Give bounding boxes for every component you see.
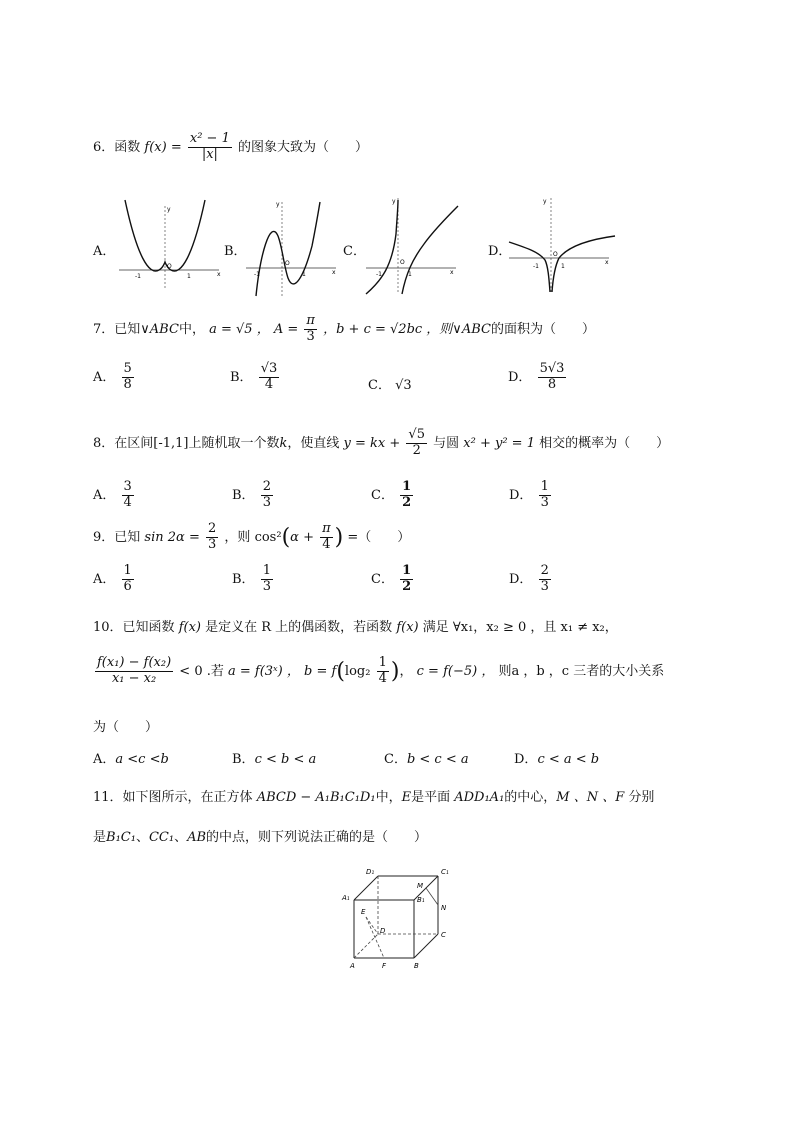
q6-number: 6．函数 <box>93 139 141 155</box>
q6d-origin: O <box>553 251 558 258</box>
q8-option-b[interactable]: B． $\frac{2}{3}$ <box>232 479 271 510</box>
q7-option-c[interactable]: C． √3 <box>368 378 412 393</box>
q6a-origin: O <box>167 263 172 270</box>
q7-option-d[interactable]: D． $\frac{5√3}{8}$ <box>508 361 565 392</box>
question-10-line2: $\frac{\text{f(x₁) − f(x₂)}}{\text{x₁ − x₂}}$ < 0 .若 a = f(3ˣ) ， b = f(log₂ $\frac{1}{4}$ )， c = f(−5) ， 则a ，b ，c 三者的大小关系 <box>97 655 665 686</box>
q6-function: f(x) = <box>144 139 182 155</box>
question-6-stem: 6．函数 f(x) = $\frac{\text{x² − 1}}{|x|}$ 的图象大致为（ ） <box>93 131 369 162</box>
q6c-one: 1 <box>408 271 412 278</box>
q10-option-c[interactable]: C．b < c < a <box>384 752 469 767</box>
cube-label-m: M <box>417 882 424 890</box>
question-10-line3: 为（ ） <box>93 720 159 735</box>
q10-option-d[interactable]: D．c < a < b <box>514 752 600 767</box>
q9-option-d[interactable]: D． $\frac{2}{3}$ <box>509 563 549 594</box>
q6d-y-label: y <box>543 198 547 205</box>
question-11-line2: 是B₁C₁、CC₁、AB的中点，则下列说法正确的是（ ） <box>93 830 428 845</box>
q6-fraction: $\frac{\text{x² − 1}}{|x|}$ <box>189 131 230 162</box>
q6c-x-label: x <box>450 269 454 276</box>
question-8-stem: 8．在区间[-1,1]上随机取一个数k，使直线 y = kx + $\frac{√5}{2}$ 与圆 x² + y² = 1 相交的概率为（ ） <box>93 427 670 458</box>
q6-option-c-label[interactable]: C． <box>343 244 366 259</box>
cube-label-n: N <box>441 904 447 912</box>
q6a-neg1: -1 <box>135 273 141 280</box>
q6-graph-d <box>505 194 617 298</box>
q8-option-d[interactable]: D． $\frac{1}{3}$ <box>509 479 549 510</box>
cube-label-b: B <box>414 962 419 970</box>
q6a-x-label: x <box>217 271 221 278</box>
q9-option-a[interactable]: A． $\frac{1}{6}$ <box>93 563 132 594</box>
cube-label-e: E <box>361 908 366 916</box>
q6c-neg1: -1 <box>376 271 382 278</box>
question-11-line1: 11．如下图所示，在正方体 ABCD − A₁B₁C₁D₁中，E是平面 ADD₁A₁的中心，M 、N 、F 分别 <box>93 790 655 805</box>
q6d-neg1: -1 <box>533 263 539 270</box>
q7-option-a[interactable]: A． $\frac{5}{8}$ <box>93 361 132 392</box>
q8-option-a[interactable]: A． $\frac{3}{4}$ <box>93 479 132 510</box>
q6-graph-c <box>362 194 462 298</box>
q6d-x-label: x <box>605 259 609 266</box>
q8-option-c[interactable]: C． $\frac{1}{2}$ <box>371 479 412 510</box>
q6a-one: 1 <box>187 273 191 280</box>
q6c-origin: O <box>400 259 405 266</box>
q6-option-b-label[interactable]: B． <box>224 244 247 259</box>
question-10-line1: 10．已知函数 f(x) 是定义在 R 上的偶函数，若函数 f(x) 满足 ∀x₁，x₂ ≥ 0 ，且 x₁ ≠ x₂， <box>93 620 618 635</box>
q6b-x-label: x <box>332 269 336 276</box>
cube-label-d: D <box>380 927 386 935</box>
q11-cube-figure <box>338 862 458 974</box>
q6a-y-label: y <box>167 206 171 213</box>
q6-graph-b <box>242 196 342 300</box>
cube-label-a: A <box>350 962 355 970</box>
cube-label-c1: C₁ <box>441 868 449 876</box>
q6-graph-a <box>115 196 225 292</box>
cube-label-d1: D₁ <box>366 868 375 876</box>
q9-option-b[interactable]: B． $\frac{1}{3}$ <box>232 563 271 594</box>
q10-option-a[interactable]: A．a <c <b <box>93 752 169 767</box>
q6-option-a-label[interactable]: A． <box>93 244 116 259</box>
q6b-y-label: y <box>276 201 280 208</box>
q6-option-d-label[interactable]: D． <box>488 244 512 259</box>
question-9-stem: 9．已知 sin 2α = $\frac{2}{3}$ ，则 cos²(α + $\frac{\pi}{4}$ ) =（ ） <box>93 521 411 552</box>
q6d-one: 1 <box>561 263 565 270</box>
q6b-origin: O <box>285 260 290 267</box>
cube-label-b1: B₁ <box>417 896 425 904</box>
q6c-y-label: y <box>392 198 396 205</box>
q10-option-b[interactable]: B．c < b < a <box>232 752 317 767</box>
cube-label-f: F <box>382 962 387 970</box>
q6b-neg1: -1 <box>254 271 260 278</box>
question-7-stem: 7．已知∨ABC中， a = √5 ， A = $\frac{\pi}{3}$ ，b + c = √2bc ，则∨ABC的面积为（ ） <box>93 313 595 344</box>
q6b-one: 1 <box>302 271 306 278</box>
q7-option-b[interactable]: B． $\frac{√3}{4}$ <box>230 361 278 392</box>
q9-option-c[interactable]: C． $\frac{1}{2}$ <box>371 563 412 594</box>
cube-label-c: C <box>441 931 446 939</box>
cube-label-a1: A₁ <box>342 894 350 902</box>
